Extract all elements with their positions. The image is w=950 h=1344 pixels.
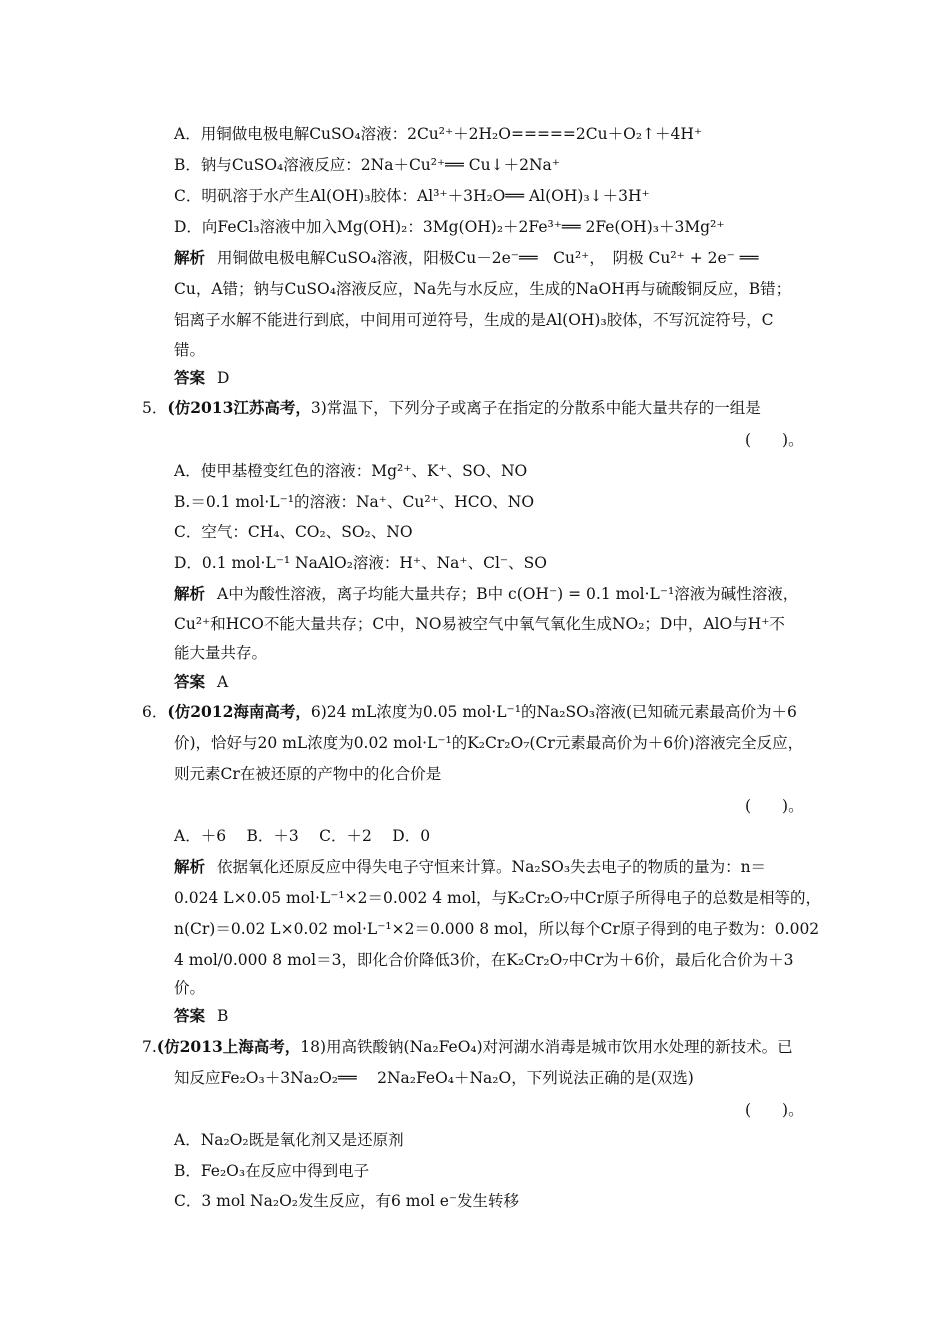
question-number: 5．	[142, 399, 168, 417]
answer-value: D	[217, 369, 230, 387]
q6-analysis-line-2: 0.024 L×0.05 mol·L⁻¹×2＝0.002 4 mol，与K₂Cr₂O₇中Cr原子所得电子的总数是相等的，	[174, 889, 822, 907]
q6-text-line-2: 价)，恰好与20 mL浓度为0.02 mol·L⁻¹的K₂Cr₂O₇(Cr元素最高价为＋6价)溶液完全反应，	[174, 734, 804, 752]
q6-analysis-line-3: n(Cr)＝0.02 L×0.02 mol·L⁻¹×2＝0.000 8 mol，所以每个Cr原子得到的电子数为：0.002	[174, 920, 820, 938]
q7-answer-blank: ( )。	[745, 1101, 804, 1119]
question-6	[142, 702, 797, 722]
q6-answer	[174, 1006, 228, 1026]
q5-option-b: B.＝0.1 mol·L⁻¹的溶液：Na⁺、Cu²⁺、HCO、NO	[174, 493, 535, 511]
question-5	[142, 398, 761, 418]
q4-option-c: C．明矾溶于水产生Al(OH)₃胶体：Al³⁺＋3H₂O══ Al(OH)₃↓＋3H⁺	[174, 187, 650, 205]
analysis-text: 用铜做电极电解CuSO₄溶液，阳极Cu－2e⁻══ Cu²⁺， 阴极 Cu²⁺ + 2e⁻ ══	[217, 249, 759, 267]
answer-label: 答案	[174, 1006, 206, 1025]
q4-analysis-line-3: 铝离子水解不能进行到底，中间用可逆符号，生成的是Al(OH)₃胶体，不写沉淀符号，C	[174, 311, 774, 329]
question-7	[142, 1037, 793, 1057]
analysis-label: 解析	[174, 584, 206, 603]
answer-value: B	[217, 1007, 229, 1025]
analysis-text: A中为酸性溶液，离子均能大量共存；B中 c(OH⁻) = 0.1 mol·L⁻¹溶液为碱性溶液，	[217, 585, 799, 603]
analysis-text: 依据氧化还原反应中得失电子守恒来计算。Na₂SO₃失去电子的物质的量为：n＝	[217, 858, 767, 876]
q7-text-line-2: 知反应Fe₂O₃＋3Na₂O₂══ 2Na₂FeO₄＋Na₂O，下列说法正确的是(双选)	[174, 1069, 694, 1087]
question-number: 7.	[142, 1038, 157, 1056]
q6-analysis-line-5: 价。	[174, 979, 206, 997]
analysis-label: 解析	[174, 857, 206, 876]
q7-option-b: B．Fe₂O₃在反应中得到电子	[174, 1162, 370, 1180]
q4-analysis-line-4: 错。	[174, 341, 206, 359]
question-text: 18)用高铁酸钠(Na₂FeO₄)对河湖水消毒是城市饮用水处理的新技术。已	[300, 1038, 793, 1056]
q4-answer	[174, 368, 229, 388]
question-source: (仿2013江苏高考，	[167, 398, 311, 417]
q5-option-a: A．使甲基橙变红色的溶液：Mg²⁺、K⁺、SO、NO	[174, 462, 528, 480]
q4-option-d: D．向FeCl₃溶液中加入Mg(OH)₂：3Mg(OH)₂＋2Fe³⁺══ 2Fe(OH)₃＋3Mg²⁺	[174, 218, 725, 236]
q6-analysis-line-1	[174, 857, 766, 877]
q5-option-d: D．0.1 mol·L⁻¹ NaAlO₂溶液：H⁺、Na⁺、Cl⁻、SO	[174, 554, 547, 572]
analysis-label: 解析	[174, 248, 206, 267]
q7-option-c: C．3 mol Na₂O₂发生反应，有6 mol e⁻发生转移	[174, 1192, 520, 1210]
q5-analysis-line-2: Cu²⁺和HCO不能大量共存；C中，NO易被空气中氧气氧化生成NO₂；D中，AlO与H⁺不	[174, 615, 785, 633]
q6-text-line-3: 则元素Cr在被还原的产物中的化合价是	[174, 765, 442, 783]
q4-analysis-line-2: Cu，A错；钠与CuSO₄溶液反应，Na先与水反应，生成的NaOH再与硫酸铜反应，B错；	[174, 280, 792, 298]
answer-label: 答案	[174, 368, 206, 387]
answer-label: 答案	[174, 672, 206, 691]
q5-option-c: C．空气：CH₄、CO₂、SO₂、NO	[174, 523, 413, 541]
question-text: 6)24 mL浓度为0.05 mol·L⁻¹的Na₂SO₃溶液(已知硫元素最高价为＋6	[310, 703, 797, 721]
q4-option-b: B．钠与CuSO₄溶液反应：2Na＋Cu²⁺══ Cu↓＋2Na⁺	[174, 156, 560, 174]
q7-option-a: A．Na₂O₂既是氧化剂又是还原剂	[174, 1131, 404, 1149]
q4-option-a: A．用铜做电极电解CuSO₄溶液：2Cu²⁺＋2H₂O=====2Cu＋O₂↑＋4H⁺	[174, 125, 703, 143]
q6-options: A．＋6 B．＋3 C．＋2 D．0	[174, 827, 431, 845]
question-source: (仿2012海南高考，	[167, 702, 311, 721]
question-text: 3)常温下，下列分子或离子在指定的分散系中能大量共存的一组是	[310, 399, 761, 417]
q4-analysis-line-1	[174, 248, 758, 268]
answer-value: A	[217, 673, 229, 691]
q5-answer	[174, 672, 228, 692]
q5-analysis-line-1	[174, 584, 798, 604]
question-number: 6．	[142, 703, 168, 721]
q5-answer-blank: ( )。	[745, 431, 804, 449]
q6-analysis-line-4: 4 mol/0.000 8 mol＝3，即化合价降低3价，在K₂Cr₂O₇中Cr为＋6价，最后化合价为＋3	[174, 951, 794, 969]
q5-analysis-line-3: 能大量共存。	[174, 644, 268, 662]
question-source: (仿2013上海高考，	[156, 1037, 301, 1056]
q6-answer-blank: ( )。	[745, 797, 804, 815]
